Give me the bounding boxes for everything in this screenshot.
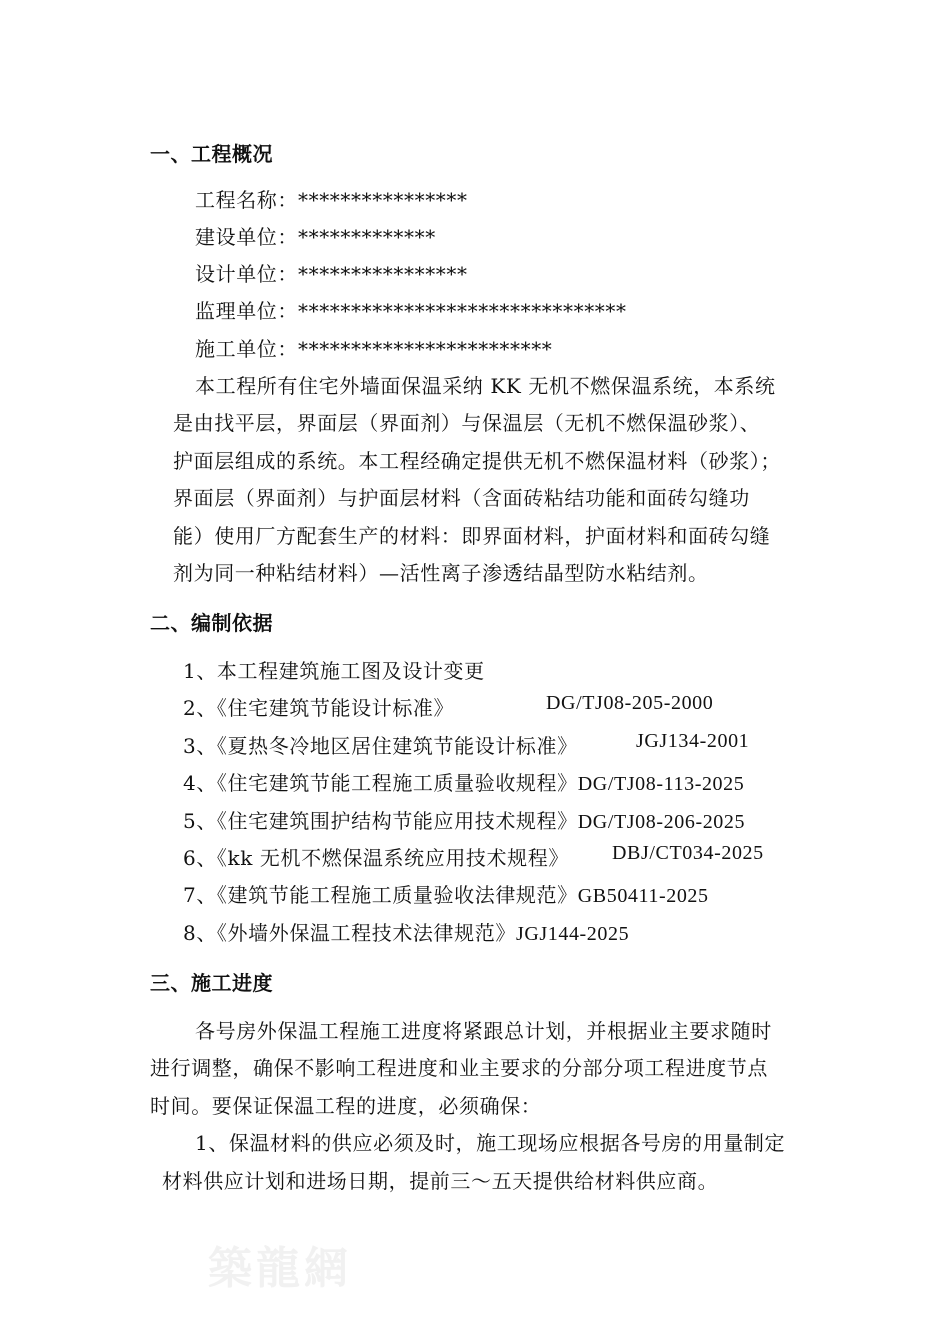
overview-paragraph-line: 是由找平层，界面层（界面剂）与保温层（无机不燃保温砂浆）、 xyxy=(173,411,761,435)
schedule-paragraph-line: 进行调整，确保不影响工程进度和业主要求的分部分项工程进度节点 xyxy=(150,1056,768,1080)
section-heading-basis: 二、编制依据 xyxy=(150,611,273,635)
reference-code: DG/TJ08-206-2025 xyxy=(577,811,746,833)
overview-paragraph-line: 界面层（界面剂）与护面层材料（含面砖粘结功能和面砖勾缝功 xyxy=(173,486,750,510)
reference-title: 1、本工程建筑施工图及设计变更 xyxy=(183,659,485,683)
reference-code: DBJ/CT034-2025 xyxy=(612,842,764,864)
schedule-paragraph-line: 1、保温材料的供应必须及时，施工现场应根据各号房的用量制定 xyxy=(195,1131,786,1155)
reference-code: JGJ144-2025 xyxy=(515,923,630,945)
section-heading-overview: 一、工程概况 xyxy=(150,142,273,166)
reference-title: 7、《建筑节能工程施工质量验收法律规范》 xyxy=(183,883,578,907)
reference-title: 5、《住宅建筑围护结构节能应用技术规程》 xyxy=(183,809,578,833)
reference-code: GB50411-2025 xyxy=(577,885,709,907)
overview-paragraph-line: 护面层组成的系统。本工程经确定提供无机不燃保温材料（砂浆）； xyxy=(173,449,781,473)
reference-item xyxy=(183,730,750,759)
reference-title: 6、《kk 无机不燃保温系统应用技术规程》 xyxy=(183,846,569,870)
overview-paragraph-line: 本工程所有住宅外墙面保温采纳 KK 无机不燃保温系统，本系统 xyxy=(195,374,776,398)
schedule-paragraph-line: 各号房外保温工程施工进度将紧跟总计划，并根据业主要求随时 xyxy=(195,1019,772,1043)
reference-item xyxy=(183,917,629,946)
reference-title: 4、《住宅建筑节能工程施工质量验收规程》 xyxy=(183,771,578,795)
reference-item xyxy=(183,842,764,871)
reference-title: 8、《外墙外保温工程技术法律规范》 xyxy=(183,921,516,945)
reference-title: 3、《夏热冬冷地区居住建筑节能设计标准》 xyxy=(183,734,578,758)
contractor-unit: 施工单位：************************ xyxy=(195,337,553,361)
section-heading-schedule: 三、施工进度 xyxy=(150,971,273,995)
schedule-paragraph-line: 时间。要保证保温工程的进度，必须确保： xyxy=(150,1094,542,1118)
reference-item xyxy=(183,655,485,684)
schedule-paragraph-line: 材料供应计划和进场日期，提前三～五天提供给材料供应商。 xyxy=(162,1169,719,1193)
reference-item xyxy=(183,805,745,834)
supervision-unit: 监理单位：******************************* xyxy=(195,299,627,323)
reference-item xyxy=(183,692,714,721)
reference-item xyxy=(183,767,744,796)
reference-title: 2、《住宅建筑节能设计标准》 xyxy=(183,696,455,720)
watermark: 築龍網 xyxy=(208,1243,352,1294)
overview-paragraph-line: 剂为同一种粘结材料）—活性离子渗透结晶型防水粘结剂。 xyxy=(173,561,709,585)
reference-code: DG/TJ08-205-2000 xyxy=(546,692,714,714)
reference-code: JGJ134-2001 xyxy=(636,730,750,752)
reference-item xyxy=(183,879,709,908)
project-name: 工程名称：**************** xyxy=(195,188,468,212)
construction-unit: 建设单位：************* xyxy=(195,225,436,249)
design-unit: 设计单位：**************** xyxy=(195,262,468,286)
reference-code: DG/TJ08-113-2025 xyxy=(577,773,745,795)
overview-paragraph-line: 能）使用厂方配套生产的材料：即界面材料，护面材料和面砖勾缝 xyxy=(173,524,771,548)
